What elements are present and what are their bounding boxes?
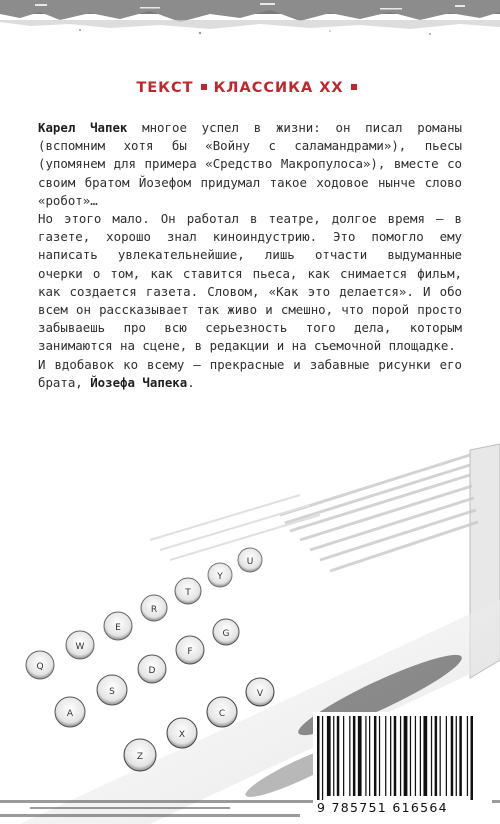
key-label: Q [36,662,44,672]
barcode-bar [431,716,432,796]
typewriter-key [26,651,54,679]
key-label: R [150,605,158,615]
typewriter-key [124,739,156,771]
typewriter-key [246,678,274,706]
barcode-bar [459,716,462,796]
barcode-bar [317,716,320,800]
key-label: F [187,647,193,657]
barcode-bar [423,716,427,796]
barcode [313,712,492,824]
typewriter-key [97,675,127,705]
typewriter-key [176,636,204,664]
key-label: E [115,623,121,633]
barcode-bars [313,716,492,800]
key-label: V [256,689,264,699]
author-name: Карел Чапек [38,120,128,135]
key-label: T [185,588,191,598]
barcode-bar [349,716,350,796]
key-label: S [109,687,115,697]
typewriter-key [213,619,239,645]
barcode-bar [467,716,468,796]
square-bullet-icon [351,84,357,90]
key-label: A [66,709,74,719]
barcode-bar [471,716,474,800]
barcode-bar [369,716,370,796]
typewriter-key [66,631,94,659]
barcode-bar [404,716,408,796]
typewriter-key [207,697,237,727]
barcode-bar [379,716,380,796]
key-label: Z [136,752,144,762]
key-label: D [148,666,156,676]
barcode-bar [394,716,397,796]
barcode-bar [446,716,447,796]
square-bullet-icon [201,84,207,90]
series-title [0,80,500,96]
barcode-bar [358,716,362,796]
key-label: C [218,709,226,719]
key-label: W [75,642,85,652]
typewriter-key [138,655,166,683]
barcode-bar [420,716,421,796]
blurb-paragraph-3-text: И вдобавок ко всему – прекрасные и забавные рисунки его брата, [38,356,462,390]
barcode-bar [390,716,391,796]
barcode-bar [400,716,401,796]
typewriter-key [141,595,167,621]
barcode-bar [353,716,356,796]
barcode-bar [415,716,416,796]
barcode-bar [410,716,411,796]
key-label: U [246,557,254,567]
typewriter-key [175,578,201,604]
isbn-number: 9 785751 616564 [317,800,448,815]
key-label: X [178,730,186,740]
series-right-label: КЛАССИКА XX [213,80,344,96]
series-left-label: ТЕКСТ [136,80,194,96]
barcode-bar [451,716,454,796]
key-label: Y [217,572,223,582]
barcode-bar [365,716,366,796]
barcode-bar [337,716,340,796]
barcode-bar [327,716,331,796]
typewriter-key [238,548,262,572]
barcode-bar [385,716,386,796]
barcode-bar [333,716,334,796]
blurb-paragraph-3-end: . [187,374,195,390]
blurb-paragraph-1 [38,119,462,210]
illustrator-name: Йозефа Чапека [90,374,188,390]
blurb-paragraph-3 [38,356,462,392]
typewriter-key [104,612,132,640]
blurb-paragraph-2: Но этого мало. Он работал в театре, долгое время – в газете, хорошо знал киноиндустрию. Это помогло ему написать увлекательнейшие, лишь отчасти выдуманные очерки о том, как ставится пьеса, как снимается фильм, как создается газета. Словом, «Как это делается». И обо всем он рассказывает так живо и смешно, что порой просто забываешь про всю серьезность того дела, которым занимаются на сцене, в редакции и на съемочной площадке. [38,211,462,354]
grunge-border [0,0,500,40]
blurb-paragraph-1-text: многое успел в жизни: он писал романы (вспомним хотя бы «Войну с саламандрами»), пьесы (упомянем для примера «Средство Макропулоса»), вместе со своим братом Йозефом придумал такое ходовое нынче слово «робот»… [38,120,462,208]
typewriter-key [55,697,85,727]
barcode-bar [456,716,457,796]
barcode-bar [374,716,377,796]
typewriter-key [208,563,232,587]
barcode-bar [343,716,344,796]
barcode-bar [440,716,441,796]
key-label: G [222,629,230,639]
barcode-bar [435,716,438,796]
barcode-bar [322,716,323,800]
typewriter-key [167,718,197,748]
blurb-text [38,119,462,392]
